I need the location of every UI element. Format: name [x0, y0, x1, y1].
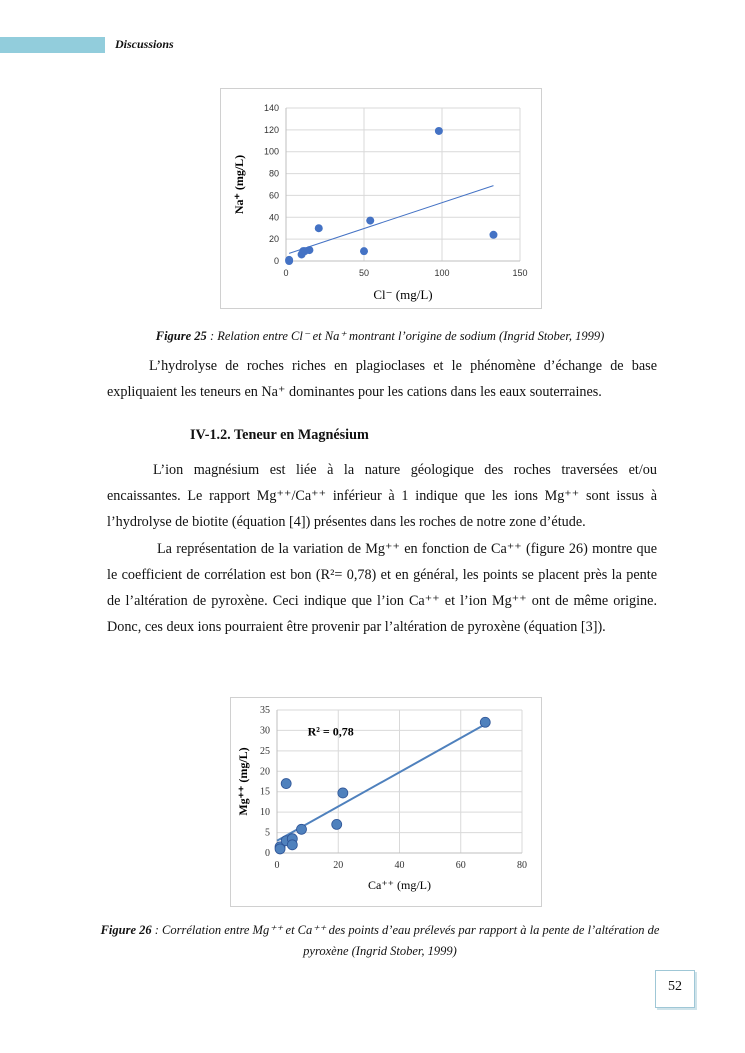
data-point [489, 231, 497, 239]
x-axis-label: Cl⁻ (mg/L) [373, 287, 433, 302]
section-header: Discussions [115, 37, 174, 51]
paragraph-2: L’ion magnésium est liée à la nature géologique des roches traversées et/ou encaissantes. Le rapport Mg⁺⁺/Ca⁺⁺ inférieur à 1 indique que les ions Mg⁺⁺ sont issus à l’hydrolyse de biotite (équation [4]) présentes dans les roches de notre zone d’étude. [107, 462, 657, 530]
x-axis-label: Ca⁺⁺ (mg/L) [368, 878, 431, 892]
data-point [297, 824, 307, 834]
y-axis-label: Na⁺ (mg/L) [232, 154, 246, 215]
x-tick-label: 0 [274, 860, 280, 871]
paragraph-3: La représentation de la variation de Mg⁺⁺ en fonction de Ca⁺⁺ (figure 26) montre que le coefficient de corrélation est bon (R²= 0,78) et en général, les points se placent près la pente de l’altération de pyroxène. Ceci indique que l’ion Ca⁺⁺ et l’ion Mg⁺⁺ ont de même origine. Donc, ces deux ions pourraient être provenir par l’altération de pyroxène (équation [3]). [107, 541, 657, 635]
y-tick-label: 100 [263, 146, 279, 157]
y-tick-label: 5 [265, 827, 270, 839]
section-heading: IV-1.2. Teneur en Magnésium [190, 427, 369, 443]
y-tick-label: 20 [268, 234, 279, 245]
y-tick-label: 25 [260, 745, 270, 757]
x-tick-label: 40 [394, 860, 405, 871]
figure-26-chart [230, 697, 542, 907]
y-tick-label: 140 [263, 103, 279, 113]
y-tick-label: 35 [260, 705, 270, 716]
x-tick-label: 150 [512, 268, 528, 278]
r-squared-annotation: R² = 0,78 [307, 724, 354, 739]
na-cl-scatter-chart [221, 89, 541, 308]
y-tick-label: 20 [260, 766, 270, 778]
data-point [338, 788, 348, 798]
trendline [277, 724, 485, 840]
figure-26-caption [100, 920, 660, 962]
x-tick-label: 80 [517, 860, 527, 871]
data-point [435, 127, 443, 135]
figure-26-label: Figure 26 [100, 923, 152, 937]
figure-25-caption [100, 326, 660, 347]
x-tick-label: 50 [358, 268, 370, 278]
figure-26-caption-text: : Corrélation entre Mg⁺⁺ et Ca⁺⁺ des points d’eau prélevés par rapport à la pente de l’altération de pyroxène (Ingrid Stober, 1999) [151, 923, 660, 958]
data-point [287, 840, 297, 850]
x-tick-label: 20 [333, 860, 344, 871]
y-tick-label: 60 [268, 190, 279, 201]
y-tick-label: 15 [260, 786, 270, 798]
figure-25-caption-text: : Relation entre Cl⁻ et Na⁺ montrant l’origine de sodium (Ingrid Stober, 1999) [206, 329, 605, 343]
paragraph-1: L’hydrolyse de roches riches en plagioclases et le phénomène d’échange de base expliquaient les teneurs en Na⁺ dominantes pour les cations dans les eaux souterraines. [107, 358, 657, 400]
y-tick-label: 40 [268, 212, 279, 223]
y-tick-label: 80 [268, 168, 279, 179]
data-point [332, 819, 342, 829]
data-point [360, 247, 368, 255]
figure-25-label: Figure 25 [155, 329, 207, 343]
y-tick-label: 10 [260, 807, 270, 819]
data-point [305, 246, 313, 254]
y-tick-label: 0 [273, 256, 279, 266]
data-point [285, 257, 293, 265]
y-axis-label: Mg⁺⁺ (mg/L) [236, 747, 250, 816]
data-point [315, 224, 323, 232]
x-tick-label: 100 [434, 268, 450, 278]
mg-ca-scatter-chart [231, 698, 541, 906]
data-point [480, 717, 490, 727]
y-tick-label: 30 [260, 725, 270, 737]
x-tick-label: 0 [283, 268, 289, 278]
y-tick-label: 120 [263, 124, 279, 135]
y-tick-label: 0 [265, 848, 270, 859]
data-point [281, 779, 291, 789]
data-point [366, 217, 374, 225]
header-accent-bar [0, 37, 105, 53]
figure-25-chart [220, 88, 542, 309]
page-number: 52 [655, 970, 695, 1008]
x-tick-label: 60 [455, 860, 466, 871]
